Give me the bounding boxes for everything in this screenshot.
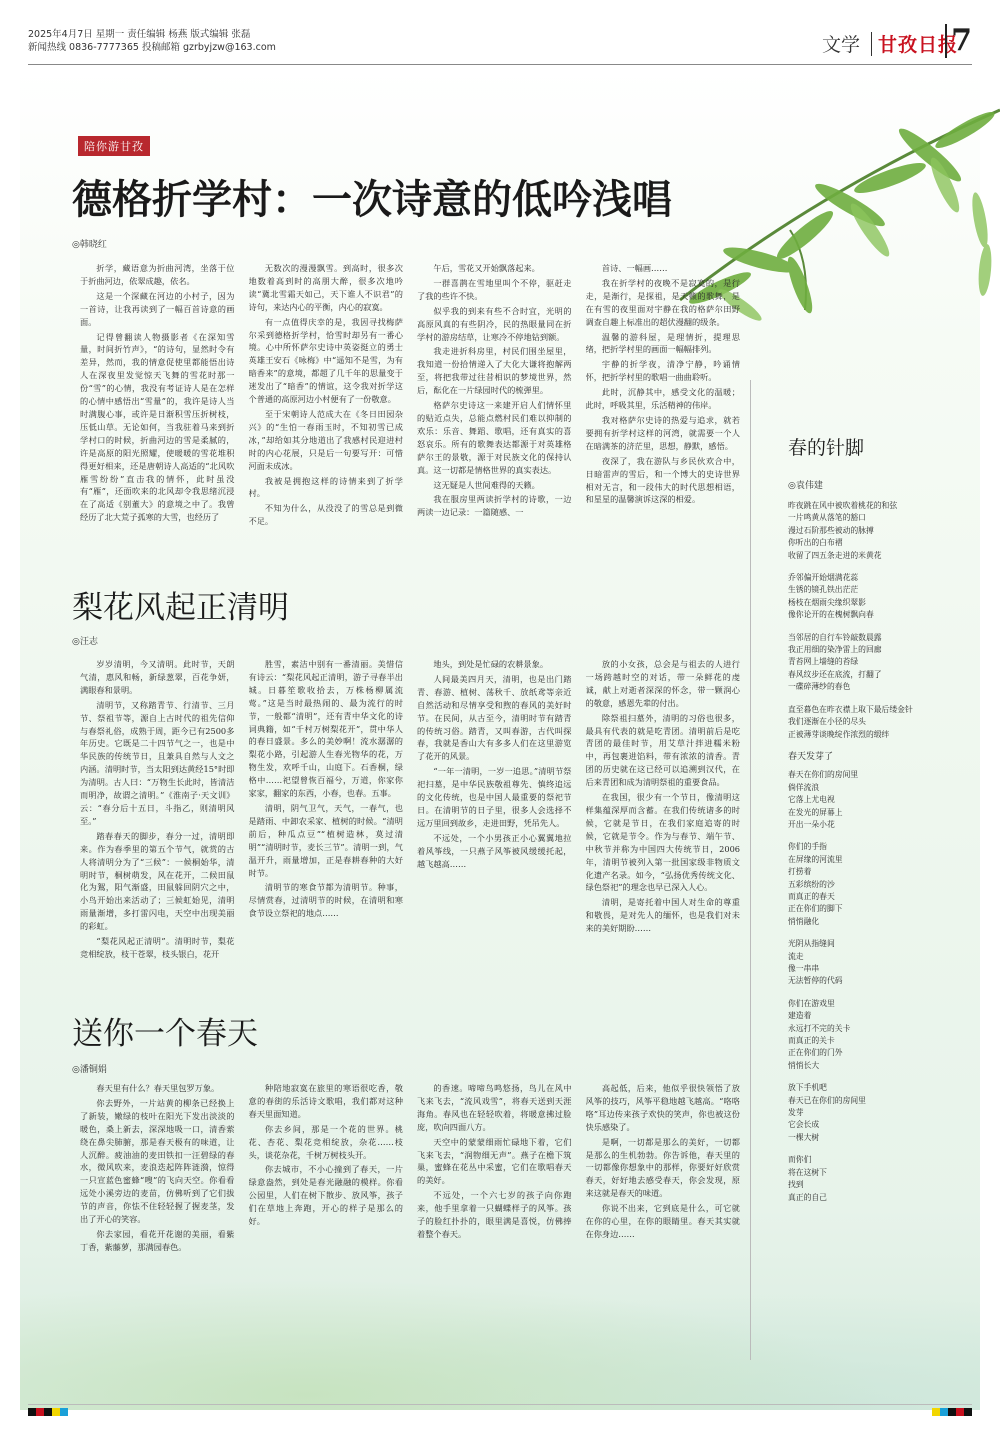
paragraph: 一群喜鹊在雪地里叫个不停，驱赶走了我的些许不快。 — [417, 277, 572, 301]
poem-stanza — [788, 938, 978, 988]
paragraph: “一年一清明，一岁一追思。”清明节祭祀扫墓，是中华民族敬祖尊先、慎终追远的文化传统，也是中国人最重要的祭祀节日。在清明节的日子里，很多人会选择不远万里回到故乡，走进田野，凭吊先人。 — [417, 766, 572, 828]
poem-line: 而真正的春天 — [788, 891, 835, 901]
paragraph: 这无疑是人世间难得的天籁。 — [433, 479, 540, 490]
poem-line: 正在你们的门外 — [788, 1048, 843, 1058]
header-rule — [28, 64, 972, 65]
poem-line: 青苔网上墙缝的苔绿 — [788, 657, 859, 667]
paragraph: 高起低，后来，他似乎很快领悟了放风筝的技巧，风筝平稳地越飞越高。“咯咯咯”耳边传来孩子欢快的笑声，你也被这份快乐感染了。 — [585, 1083, 740, 1132]
poem-line: 倘佯流浪 — [788, 782, 820, 792]
poem-line: 像你论开的在槐树飘向春 — [788, 610, 874, 620]
poem-line: 光阴从指缝间 — [788, 939, 835, 949]
paragraph: 不知为什么，从没没了的雪总是到微不足。 — [248, 503, 403, 527]
article2-title: 梨花风起正清明 — [72, 590, 289, 626]
paragraph: 岁岁清明，今又清明。此时节，天朗气清，惠风和畅，新绿葱翠，百花争妍，满眼春和景明。 — [80, 659, 235, 695]
poem-line: 而真正的关卡 — [788, 1036, 835, 1046]
poem-author: ◎袁伟建 — [788, 481, 823, 491]
text-column — [417, 658, 572, 986]
poem-line: 杨枝在烟雨尖缘织翠影 — [788, 597, 866, 607]
poem-line: 无法暂停的代码 — [788, 976, 843, 986]
paragraph: 踏春春天的脚步，春分一过，清明即来。作为春季里的第五个节气，就赏的古人将清明分为了“三候”：一候桐始华，清明时节，桐树萌发，风在花开，二候田鼠化为鴽，阳气渐盛，田鼠躲回阴穴之中，小鸟开始出来活动了；三候虹始见，清明雨量渐增，多打雷闪电，天空中出现美丽的彩虹。 — [80, 830, 235, 932]
poem-line: 正在你们的脚下 — [788, 904, 843, 914]
poem-line: 它落上尤电视 — [788, 795, 835, 805]
column-tag: 陪你游甘孜 — [78, 136, 150, 156]
article3-author: ◎潘铜娟 — [72, 1065, 107, 1075]
paragraph: 我被是拥抱这样的诗情来到了折学村。 — [248, 475, 403, 499]
paragraph: 春天里有什么？春天里包罗万象。 — [96, 1083, 220, 1093]
header-separator — [871, 32, 872, 56]
article1-title: 德格折学村：一次诗意的低吟浅唱 — [72, 176, 672, 223]
paragraph: 你去乡间，那是一个花的世界。桃花、杏花、梨花竞相绽放，杂花……枝头，谈花杂花，千树万树枝头开。 — [248, 1123, 403, 1160]
poem-line: 五彩缤纷的沙 — [788, 879, 835, 889]
article3-body — [80, 1082, 740, 1352]
poem-stanza — [788, 704, 978, 741]
paragraph: 种陪地寂寞在旅里的寒语很吃香，敬意的春街的乐活诗文歌唱，我们都对这种春天里面知道。 — [248, 1083, 403, 1119]
poem-title: 春的针脚 — [788, 437, 865, 459]
poem-stanza — [788, 1082, 978, 1144]
footer-rule — [28, 1404, 972, 1405]
poem-line: 悄悄融化 — [788, 916, 820, 926]
article1-body — [80, 262, 740, 562]
poem-line: 收留了四五条走进的米黄花 — [788, 550, 882, 560]
poem-line: 春天已在你们的房间里 — [788, 1095, 866, 1105]
color-registration-right — [932, 1408, 972, 1416]
poem-line: 一片鸣黄从落笔的豁口 — [788, 513, 866, 523]
poem-stanza — [788, 500, 978, 562]
poem-subtitle: 春天发芽了 — [788, 751, 834, 762]
paragraph: 清明，阴气卫气，天气，一春气，也是踏雨、中卸农采家、植树的时候。“清明前后，种瓜点豆”“植树造林，莫过清明”“清明时节，麦长三节”。清明一到，气温开升，雨量增加，正是春耕春种的大好时节。 — [248, 802, 403, 878]
paragraph: 有一点值得庆幸的是，我因寻找梅萨尔采到德格折学村，恰雪时却另有一番心境。心中所怀萨尔史诗中英姿挺立的勇士英雄王安石《咏梅》中“遥知不是雪，为有暗香来”的意境，都超了几千年的思量变于迷发出了“暗香”的情谊，这令我对折学这个普通的高原河边小村便有了一份敬意。 — [248, 316, 403, 405]
paragraph: 格萨尔史诗这一来建开启人们情怀里的贴近点失，总能点燃村民们难以抑制的欢乐：乐音、舞蹈、歌唱，还有真实的喜怒哀乐。所有的歌舞表达都源于对英雄格萨尔王的景敬，源于对民族文化的保持认真。这一切都是情格世界的真实表达。 — [417, 400, 572, 475]
poem-line: 生锈的镜孔铁出茫茫 — [788, 585, 859, 595]
paragraph: 不远处，一个六七岁的孩子向你跑来，他手里拿着一只蝴蝶样子的风筝。孩子的脸红扑扑的，眼里满是喜悦，仿佛捧着整个春天。 — [417, 1190, 572, 1239]
paragraph: 你去家园，看花开花谢的美丽，看紫丁香，紫藤萝，那满园春色。 — [80, 1228, 235, 1252]
poem-line: 在发光的屏幕上 — [788, 807, 843, 817]
article3-title: 送你一个春天 — [72, 1016, 258, 1052]
text-column — [417, 262, 572, 562]
paragraph: 的香速。啼啼鸟鸣悠扬，鸟儿在风中飞来飞去，“流风戏雪”，将春天送到天涯海角。春风也在轻轻吹着，将暖意拂过脸庞，吹向四面八方。 — [417, 1083, 572, 1132]
poem-stanza — [788, 998, 978, 1072]
poem-line: 像一串串 — [788, 964, 820, 973]
paragraph: 无数次的漫漫飘雪。到高时，很多次地数着高到时的高朋大醉，很多次地吟读“冀北雪霜天如己，天下谁人不识君”的诗句，来达内心的平衡，内心的寂寞。 — [248, 263, 403, 312]
paragraph: 此时，沉静其中，感受文化的温暖；此时，呼吸其里，乐活精神的伟岸。 — [585, 387, 740, 411]
poem-stanzas-part1 — [788, 500, 978, 741]
paragraph: 你去野外，一片站黄的柳条已经换上了新装，嫩绿的枝叶在阳光下发出淡淡的暖色，桑上新去，深深地吸一口，清香萦绕在鼻尖肺腑，那是春天极有的味道，让人沉醉。疲油油的麦田铁扣一汪碧绿的春水，微风吹来，麦浪迭起阵阵涟漪，惊得一只宣蓝色蜜蜂“嗖”的飞向天空。你看看远处小溪旁边的麦苗，仿佛听到了它们拔节的声音，你怯不住轻轻握了握麦茎，发出了开心的笑容。 — [80, 1097, 235, 1225]
paragraph: 我在服房里两读折学村的诗歌，一边两读一边记录：一篇随感、一 — [417, 494, 572, 518]
page-number: 7 — [945, 24, 972, 58]
poem-line: 一棵大树 — [788, 1132, 820, 1142]
poem-stanza — [788, 632, 978, 694]
text-column — [249, 1082, 404, 1352]
paragraph: 你去城市，不小心撞到了春天，一片绿意盎然，到处是春光融融的模样。你看公园里，人们在树下散步、放风筝，孩子们在草地上奔跑，开心的样子是那么的好。 — [248, 1164, 403, 1227]
paragraph: 地头，到处是忙碌的农耕景象。 — [433, 659, 549, 669]
poem-line: 开出一朵小花 — [788, 819, 835, 829]
text-column — [80, 1082, 235, 1352]
paragraph: 不远处，一个小男孩正小心翼翼地拉着风筝线，一只燕子风筝被风缓缓托起，越飞越高…… — [417, 832, 572, 869]
paragraph: 放的小女孩，总会是与祖去的人进行一场跨越时空的对话，带一朵鲜花的虔诚，献上对逝者深深的怀念，带一颗润心的敬意，感恩先辈的付出。 — [585, 659, 740, 708]
text-column — [417, 1082, 572, 1352]
poem-line: 昨夜跳在风中被吹着桃花的和弦 — [788, 501, 898, 510]
poem-line: 当邻居的自行车铃敲数晨露 — [788, 632, 882, 642]
text-column — [80, 658, 235, 986]
paragraph: 温馨的游科屋，是理情折，提理思绪，把折学村里的画面一幅幅排列。 — [585, 331, 740, 355]
poem-line: 悄悄长大 — [788, 1060, 820, 1070]
poem-line: 永远打不完的关卡 — [788, 1023, 851, 1033]
paragraph: 似乎我的到来有些不合时宜，光明的高原风真的有些阴冷，民的热眼量同在折学村的游房结草，让寒冷不停地钻到额。 — [417, 305, 572, 342]
poem-line: 发芽 — [788, 1108, 804, 1118]
poem-line: 找到 — [788, 1180, 804, 1190]
poem-stanza — [788, 841, 978, 928]
paragraph: 首诗、一幅画…… — [601, 263, 668, 273]
paragraph: 清明节的寒食节都为清明节。种事，尽情赏春，过清明节的时候，在清明和寒食节设立祭祀的地点…… — [248, 882, 403, 919]
paragraph: 是啊，一切都是那么的美好，一切都是那么的生机勃勃。你告诉他，春天里的一切都像你想象中的那样，你要好好欣赏春天，好好地去感受春天，你会发现，原来这就是春天的味道。 — [585, 1136, 740, 1199]
poem-stanzas-part2 — [788, 769, 978, 1204]
poem-line: 春风纹步还在底流，打翻了 — [788, 669, 882, 679]
poem-line: 将在这树下 — [788, 1167, 827, 1177]
paragraph: 在我国，很少有一个节日，像清明这样集蕴深厚而含蓄。在我们传统诸多的时候，它就是节日，在我们家庭追寄的时候，它就是节令。作为与春节、端午节、中秋节并称为中国四大传统节日，2006年，清明节被列入第一批国家级非物质文化遗产名录。如今，“弘扬优秀传统文化、绿色祭祀”的理念也早已深入人心。 — [585, 792, 740, 893]
paragraph: 你说不出来，它到底是什么，可它就在你的心里，在你的眼睛里。春天其实就在你身边…… — [585, 1203, 740, 1239]
paragraph: 这是一个深藏在河边的小村子，因为一首诗，让我再读到了一幅百首诗意的画面。 — [80, 290, 235, 327]
poem-line: 直至暮色在昨衣襟上取下最后缕金针 — [788, 704, 913, 714]
poem-body — [788, 500, 978, 1214]
paragraph: 午后，雪花又开始飘落起来。 — [433, 263, 540, 273]
paragraph: 至于宋朝诗人范成大在《冬日田园杂兴》的“生怕一春雨玉时，不知初雪已成冰，”却给如其分地道出了我感村民迎进村时的内心花展，只是后一句要写开：可惜河面未成冰。 — [248, 408, 403, 471]
paragraph: 天空中的蒙蒙细雨忙碌地下着，它们飞来飞去，“润物细无声”。燕子在檐下筑巢，蜜蜂在花丛中采蜜，它们在歌唱春天的美好。 — [417, 1136, 572, 1186]
poem-line: 而你们 — [788, 1155, 812, 1165]
paragraph: 清明节，又称踏青节、行清节、三月节、祭祖节等，源自上古时代的祖先信仰与春祭礼俗，成熟于周，距今已有2500多年历史。它既是二十四节气之一，也是中华民族的传统节日，且兼具自然与人文之内涵。清明时节，当太阳到达黄经15°时即为清明。古人曰：“万物生长此时，皆清洁而明净，故谓之清明。”《淮南子·天文训》云：“春分后十五日，斗指乙，则清明风至。” — [80, 699, 235, 826]
poem-line: 建造着 — [788, 1011, 812, 1021]
paragraph: 折学，藏语意为折曲河湾，坐落于位于折曲河边，依翠成趣，依名。 — [80, 263, 235, 286]
article1-author: ◎韩晓红 — [72, 240, 107, 250]
poem-line: 春天在你们的房间里 — [788, 770, 859, 780]
paragraph: 宇静的折学夜，清净宁静，吟诵情怀，把折学村里的歌唱一曲曲聆听。 — [585, 359, 740, 383]
paragraph: 人间最美四月天，清明，也是出门踏青、春游、植树、荡秋千、放纸鸢等亲近自然活动和尽情享受和煦的春风的美好时节。在民间，从古至今，清明时节有踏青的传统习俗。踏青，又叫春游，古代叫探春，我就是香山大有多多人们在这里游览了花开的风景。 — [417, 673, 572, 762]
article2-author: ◎汪志 — [72, 637, 98, 647]
paragraph: 夜深了，我在游队与乡民伙欢合中，日暗雷声的雪后，和一个博大的史诗世界相对无言，和一段伟大的时代思想相语，和星星的温馨演诉这深的相爱。 — [585, 455, 740, 505]
poem-line: 你听出的白布褶 — [788, 538, 843, 548]
poem-line: 你们的手指 — [788, 842, 827, 852]
text-column — [586, 658, 741, 986]
text-column — [249, 658, 404, 986]
paragraph: “梨花风起正清明”。清明时节，梨花竞相绽放，枝干苍翠，枝头银白，花开 — [80, 936, 235, 959]
poem-line: 漫过石阶那些被动的脉搏 — [788, 525, 874, 535]
poem-line: 一碟碎薄纱的春色 — [788, 682, 851, 692]
poem-line: 真正的自己 — [788, 1192, 827, 1202]
poem-stanza — [788, 1154, 978, 1204]
text-column — [586, 1082, 741, 1352]
poem-line: 我们逐渐在小径的尽头 — [788, 717, 866, 727]
poem-line: 我正用细的染净雷上的回廊 — [788, 645, 882, 655]
text-column — [249, 262, 404, 562]
text-column — [80, 262, 235, 562]
paragraph: 记得曾翻读人物摄影者《在深知雪量，时间折竹声》，“的诗句，显然时令有差异，然而，我的情意促使里都能悟出诗人在深夜里发觉惊天飞舞的雪花时那一份“雪”的心情，我没有考证诗人是在怎样的心情中感悟出“雪量”的，我许是诗人当时满腹心事，或许是日渐积雪压折树枝，压低山草。无论如何，当我驻着马来到折学村口的时候，折曲河边的雪是柔腻的，许是高原的阳光照耀，使暖暖的雪花堆积得更好相来，还是唐朝诗人高适的“北风吹雁雪纷纷”直击我的情怀，此时虽没有“雁”，还面吹来的北风却令我思绪沉浸在了高适《别董大》的意境之中了。我曾经历了北大荒子孤寒的大雪，也经历了 — [80, 331, 235, 523]
paragraph: 我对格萨尔史诗的热爱与追求，就若要拥有折学村这样的河湾，就需要一个人在暗满茶的济茫里，思想，静默，感悟。 — [585, 414, 740, 451]
poem-stanza — [788, 769, 978, 831]
poem-line: 放下手机吧 — [788, 1083, 827, 1093]
paragraph: 除祭祖扫墓外，清明的习俗也很多，最具有代表的就是吃青团。清明前后是吃青团的最佳时节，用艾草汁拌进糯米粉中，再包裹进馅料，带有浓浓的清香。青团的历史就在这已经可以追溯到汉代，在后来青团和成为清明祭祖的重要食品。 — [585, 712, 740, 788]
paragraph: 我在折学村的夜晚不是寂寞的，是行走，是渐行，是探祖，是天籁的歌舞，是在有雪的夜里面对宇静在我的格萨尔田野调查自趣上标准出的超伏漫翻的级条。 — [585, 277, 740, 327]
paragraph: 我走进折科房里，村民们围坐屋里，我知道一份拾情递入了大化大谦将抱解两至，将把我带过往昔相识的梦境世界，然后，酝化在一片绿园时代的梳弹里。 — [417, 346, 572, 396]
header-info-line-1: 2025年4月7日 星期一 责任编辑 杨燕 版式编辑 张磊 — [28, 29, 251, 40]
color-registration-left — [28, 1408, 68, 1416]
text-column — [586, 262, 741, 562]
poem-line: 你们在游戏里 — [788, 998, 835, 1008]
poem-stanza — [788, 572, 978, 622]
poem-line: 正被薄芽谈晚绽作浓烈的缎绊 — [788, 729, 890, 739]
poem-line: 它会长成 — [788, 1120, 820, 1130]
poem-line: 打捞着 — [788, 867, 812, 877]
newspaper-logo: 甘孜日报 — [877, 34, 958, 56]
poem-line: 在屏缘的河流里 — [788, 854, 843, 864]
column-divider — [750, 380, 751, 1360]
poem-line: 流走 — [788, 951, 804, 961]
header-info-line-2: 新闻热线 0836-7777365 投稿邮箱 gzrbyjzw@163.com — [28, 42, 276, 53]
poem-line: 乔邻偏开始烟满花蕊 — [788, 573, 859, 583]
section-name: 文学 — [821, 34, 860, 56]
paragraph: 清明，是寄托着中国人对生命的尊重和敬畏，是对先人的缅怀，也是我们对未来的美好期盼…… — [585, 897, 740, 934]
article2-body — [80, 658, 740, 986]
paragraph: 胜雪，素洁中别有一番清丽。美惜信有诗云：“梨花风起正清明，游子寻春半出城。日暮笙歌收拾去，万株杨柳属流莺。”这是当时最热闹的、最为流行的时节，一般都“清明”，还有青中华文化的诗词典籍，如“千村万树梨花开”，贯中华人的春日盛景。多么的美妙啊！流水潺潺的梨花小路，引起游人生春光物华的花，万物生发，欢呼千山，山庭下。石香桐，绿格中……祀望曾恢百福兮，万道，你家你家家，翻家的东西，小春，也春。五事。 — [248, 659, 403, 799]
